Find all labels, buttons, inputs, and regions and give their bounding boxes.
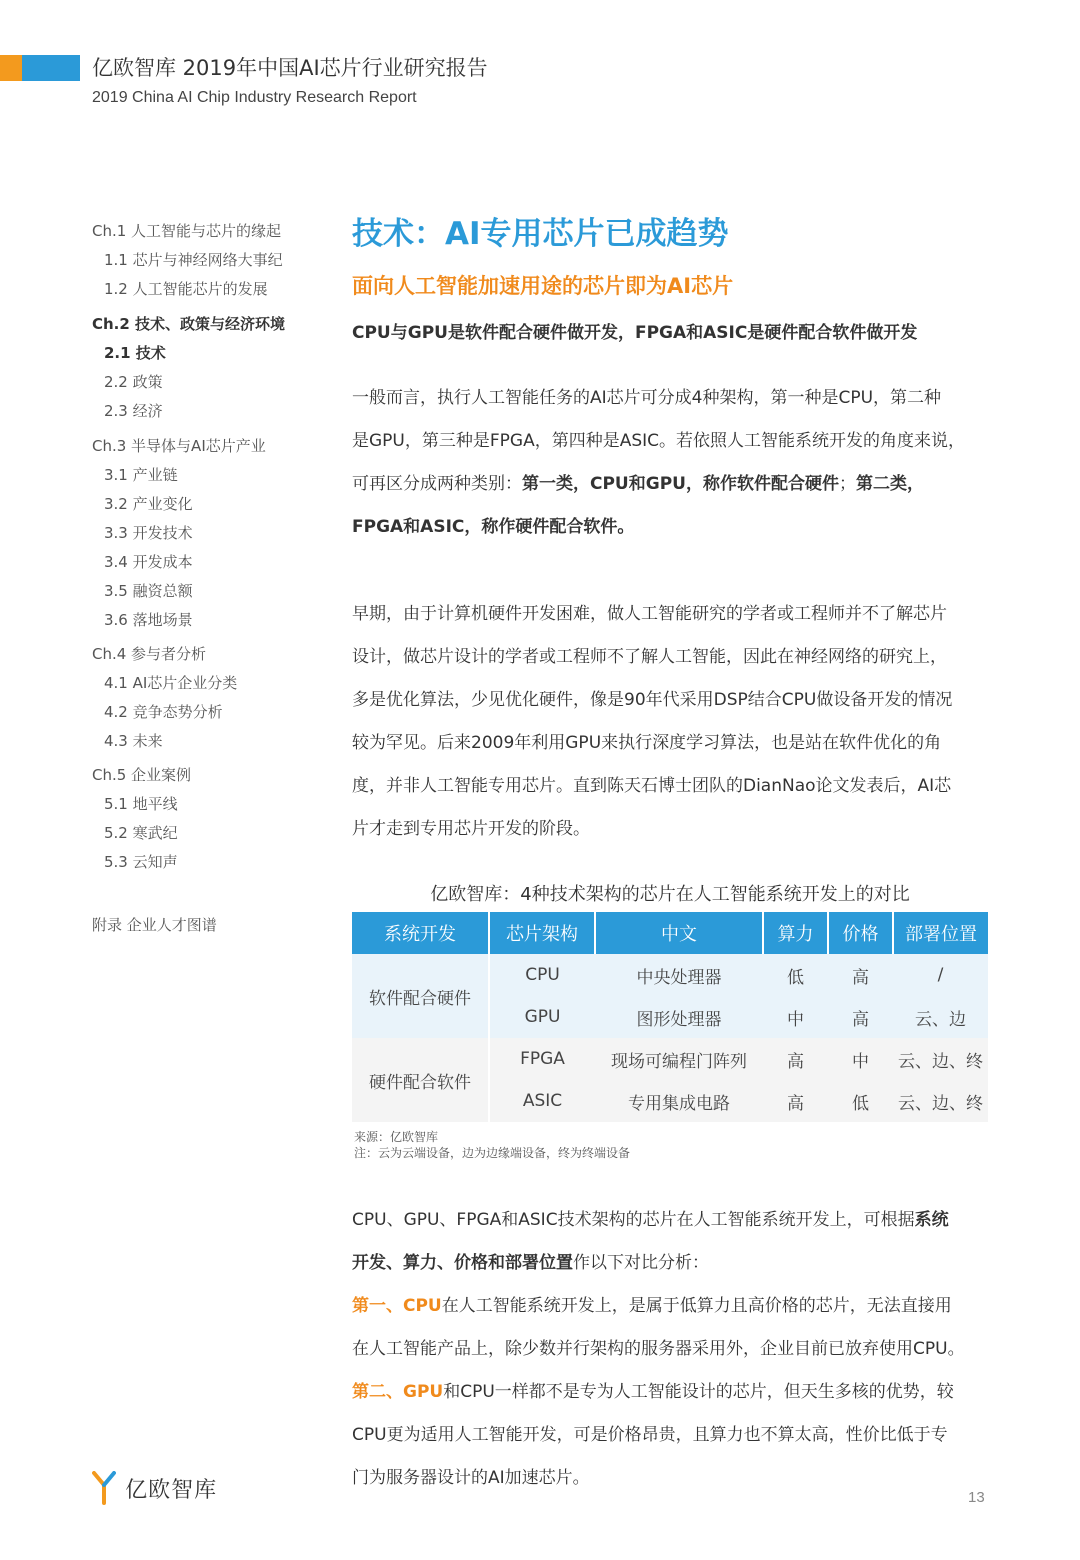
cell-cn: 现场可编程门阵列 (595, 1038, 763, 1080)
header-deploy: 部署位置 (893, 912, 988, 954)
p1-text: 可再区分成两种类别： (352, 474, 522, 494)
cell-cn: 专用集成电路 (595, 1080, 763, 1122)
toc-5-1[interactable]: 5.1 地平线 (104, 795, 178, 813)
p1-line-1: 一般而言，执行人工智能任务的AI芯片可分成4种架构，第一种是CPU，第二种 (352, 388, 942, 408)
toc-ch1[interactable]: Ch.1 人工智能与芯片的缘起 (92, 222, 282, 240)
table-note: 注：云为云端设备，边为边缘端设备，终为终端设备 (354, 1146, 631, 1160)
p4-text-3: 和CPU一样都不是专为人工智能设计的芯片，但天生多核的优势，较 (443, 1382, 954, 1402)
p4-line-4: CPU更为适用人工智能开发，可是价格昂贵，且算力也不算太高，性价比低于专 (352, 1425, 948, 1445)
toc-2-2[interactable]: 2.2 政策 (104, 373, 163, 391)
p1-bold-1: 第一类，CPU和GPU，称作软件配合硬件 (522, 474, 839, 494)
toc-5-3[interactable]: 5.3 云知声 (104, 853, 178, 871)
cell-arch: CPU (489, 954, 595, 996)
report-title: 亿欧智库 2019年中国AI芯片行业研究报告 (92, 56, 488, 80)
header-system-dev: 系统开发 (352, 912, 489, 954)
cell-price: 高 (828, 954, 893, 996)
cell-deploy: 云、边、终 (893, 1080, 988, 1122)
p4-text-1: 在人工智能系统开发上，是属于低算力且高价格的芯片，无法直接用 (441, 1296, 952, 1316)
p2-line-1: 早期，由于计算机硬件开发困难，做人工智能研究的学者或工程师并不了解芯片 (352, 604, 947, 624)
page-subtitle: 面向人工智能加速用途的芯片即为AI芯片 (352, 274, 734, 298)
comparison-table (352, 912, 988, 1122)
p1-line-2: 是GPU，第三种是FPGA，第四种是ASIC。若依照人工智能系统开发的角度来说， (352, 431, 966, 451)
cell-price: 中 (828, 1038, 893, 1080)
cell-deploy: 云、边、终 (893, 1038, 988, 1080)
p4-line-2: 在人工智能产品上，除少数并行架构的服务器采用外，企业目前已放弃使用CPU。 (352, 1339, 965, 1359)
cell-arch: GPU (489, 996, 595, 1038)
group-software-hardware: 软件配合硬件 (352, 954, 489, 1038)
header-chip-arch: 芯片架构 (489, 912, 595, 954)
cell-price: 高 (828, 996, 893, 1038)
logo-text: 亿欧智库 (125, 1477, 218, 1503)
toc-3-6[interactable]: 3.6 落地场景 (104, 611, 193, 629)
p2-line-4: 较为罕见。后来2009年利用GPU来执行深度学习算法，也是站在软件优化的角 (352, 733, 942, 753)
toc-2-3[interactable]: 2.3 经济 (104, 402, 163, 420)
p4-line-5: 门为服务器设计的AI加速芯片。 (352, 1468, 590, 1488)
table-header-row (352, 912, 988, 954)
p1-bold-2: 第二类， (855, 474, 924, 494)
report-subtitle: 2019 China AI Chip Industry Research Report (92, 89, 417, 106)
header-chinese: 中文 (595, 912, 763, 954)
cell-cn: 图形处理器 (595, 996, 763, 1038)
cell-arch: FPGA (489, 1038, 595, 1080)
toc-4-1[interactable]: 4.1 AI芯片企业分类 (104, 674, 238, 692)
p2-line-5: 度，并非人工智能专用芯片。直到陈天石博士团队的DianNao论文发表后，AI芯 (352, 776, 952, 796)
p3-bold-1: 系统 (914, 1210, 949, 1230)
section-heading: CPU与GPU是软件配合硬件做开发，FPGA和ASIC是硬件配合软件做开发 (352, 323, 918, 343)
p1-line-4: FPGA和ASIC，称作硬件配合软件。 (352, 517, 635, 537)
page-title: 技术：AI专用芯片已成趋势 (352, 216, 729, 252)
toc-ch5[interactable]: Ch.5 企业案例 (92, 766, 192, 784)
cell-price: 低 (828, 1080, 893, 1122)
p3-line-2 (352, 1248, 709, 1273)
cell-power: 高 (763, 1080, 828, 1122)
p3-text: CPU、GPU、FPGA和ASIC技术架构的芯片在人工智能系统开发上，可根据 (352, 1210, 915, 1230)
table-row (352, 954, 988, 996)
header-accent-orange (0, 55, 22, 81)
p4-label-first: 第一、CPU (352, 1296, 442, 1316)
table-source: 来源：亿欧智库 (354, 1130, 439, 1144)
p2-line-3: 多是优化算法，少见优化硬件，像是90年代采用DSP结合CPU做设备开发的情况 (352, 690, 953, 710)
table-title: 亿欧智库：4种技术架构的芯片在人工智能系统开发上的对比 (430, 884, 910, 905)
table-row (352, 1038, 988, 1080)
cell-power: 低 (763, 954, 828, 996)
toc-ch2[interactable]: Ch.2 技术、政策与经济环境 (92, 315, 286, 333)
group-hardware-software: 硬件配合软件 (352, 1038, 489, 1122)
cell-power: 高 (763, 1038, 828, 1080)
toc-3-1[interactable]: 3.1 产业链 (104, 466, 178, 484)
header-accent-blue (22, 55, 80, 81)
toc-4-3[interactable]: 4.3 未来 (104, 732, 163, 750)
toc-ch3[interactable]: Ch.3 半导体与AI芯片产业 (92, 437, 266, 455)
toc-1-2[interactable]: 1.2 人工智能芯片的发展 (104, 280, 268, 298)
toc-3-3[interactable]: 3.3 开发技术 (104, 524, 193, 542)
toc-appendix[interactable]: 附录 企业人才图谱 (92, 916, 217, 934)
cell-deploy: 云、边 (893, 996, 988, 1038)
cell-power: 中 (763, 996, 828, 1038)
header-price: 价格 (828, 912, 893, 954)
toc-5-2[interactable]: 5.2 寒武纪 (104, 824, 178, 842)
header-compute: 算力 (763, 912, 828, 954)
cell-deploy: / (893, 954, 988, 996)
p3-bold-2: 开发、算力、价格和部署位置 (352, 1253, 573, 1273)
toc-4-2[interactable]: 4.2 竞争态势分析 (104, 703, 223, 721)
logo-y-icon (92, 1471, 116, 1505)
p1-semicolon: ； (838, 474, 856, 494)
p4-line-1 (352, 1291, 952, 1316)
p4-label-second: 第二、GPU (352, 1382, 444, 1402)
page-number: 13 (968, 1489, 985, 1506)
toc-3-2[interactable]: 3.2 产业变化 (104, 495, 193, 513)
p3-text-2: 作以下对比分析： (573, 1253, 709, 1273)
toc-1-1[interactable]: 1.1 芯片与神经网络大事纪 (104, 251, 283, 269)
toc-2-1[interactable]: 2.1 技术 (104, 344, 166, 362)
p2-line-2: 设计，做芯片设计的学者或工程师不了解人工智能，因此在神经网络的研究上， (352, 647, 947, 667)
p2-line-6: 片才走到专用芯片开发的阶段。 (352, 819, 590, 839)
footer-logo (92, 1471, 217, 1505)
toc-ch4[interactable]: Ch.4 参与者分析 (92, 645, 207, 663)
toc-3-4[interactable]: 3.4 开发成本 (104, 553, 193, 571)
toc-3-5[interactable]: 3.5 融资总额 (104, 582, 193, 600)
cell-arch: ASIC (489, 1080, 595, 1122)
p1-line-3 (352, 469, 924, 494)
p3-line-1 (352, 1205, 949, 1230)
cell-cn: 中央处理器 (595, 954, 763, 996)
p4-line-3 (352, 1377, 954, 1402)
